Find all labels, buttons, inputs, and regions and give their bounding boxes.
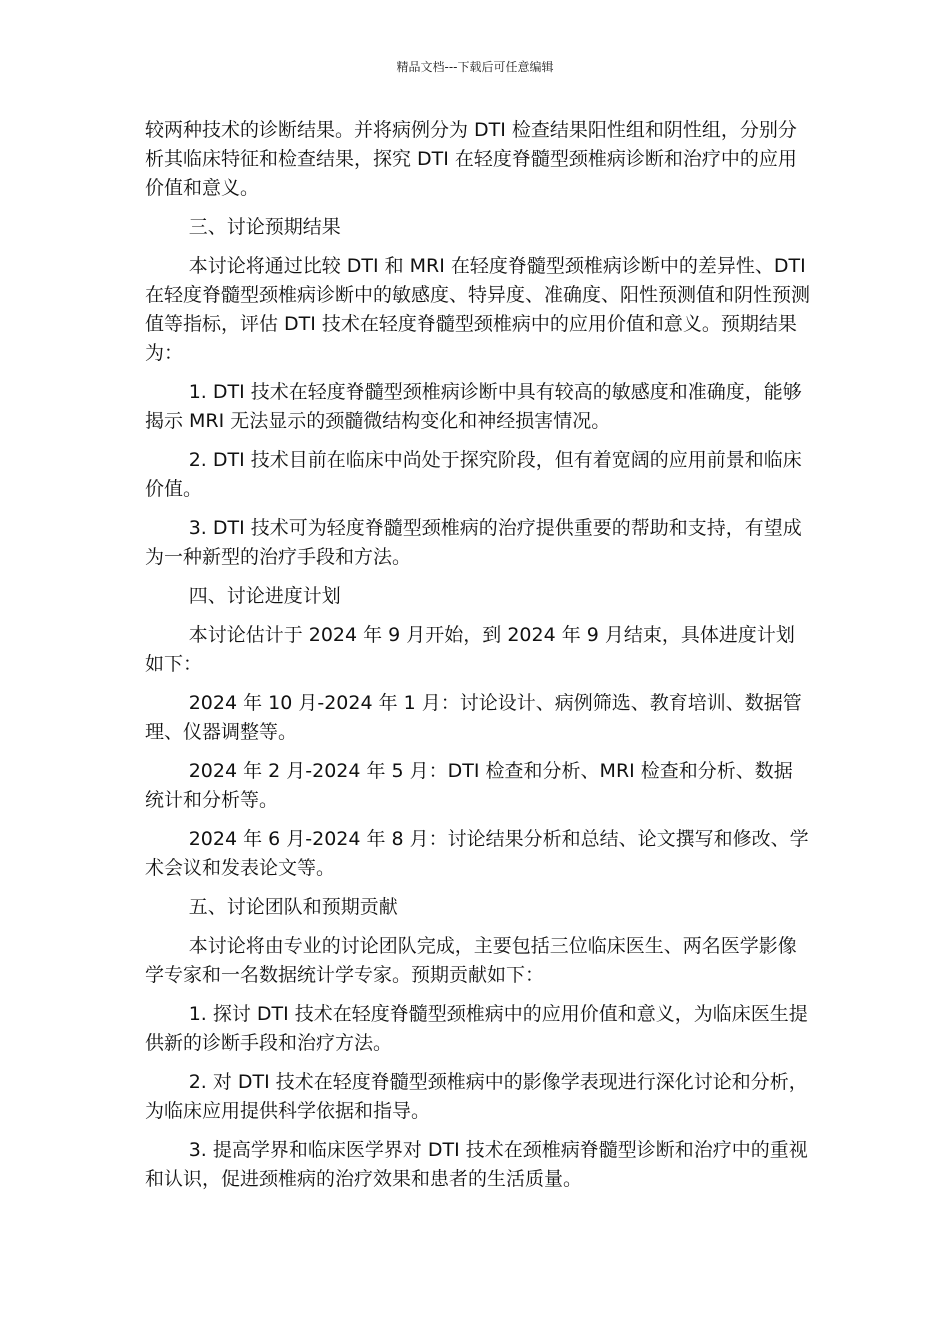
paragraph: 本讨论将由专业的讨论团队完成，主要包括三位临床医生、两名医学影像学专家和一名数据统计学专家。预期贡献如下： — [145, 935, 797, 986]
paragraph: 本讨论将通过比较 DTI 和 MRI 在轻度脊髓型颈椎病诊断中的差异性、DTI 在轻度脊髓型颈椎病诊断中的敏感度、特异度、准确度、阳性预测值和阴性预测值等指标，评估 DTI 技术在轻度脊髓型颈椎病中的应用价值和意义。预期结果为： — [145, 255, 811, 364]
list-item: 1. 探讨 DTI 技术在轻度脊髓型颈椎病中的应用价值和意义，为临床医生提供新的诊断手段和治疗方法。 — [145, 1003, 808, 1054]
paragraph: 本讨论估计于 2024 年 9 月开始，到 2024 年 9 月结束，具体进度计划如下： — [145, 624, 795, 675]
schedule-item: 2024 年 6 月-2024 年 8 月：讨论结果分析和总结、论文撰写和修改、学术会议和发表论文等。 — [145, 828, 809, 879]
schedule-item: 2024 年 2 月-2024 年 5 月：DTI 检查和分析、MRI 检查和分析、数据统计和分析等。 — [145, 760, 793, 811]
list-item: 3. 提高学界和临床医学界对 DTI 技术在颈椎病脊髓型诊断和治疗中的重视和认识，促进颈椎病的治疗效果和患者的生活质量。 — [145, 1139, 808, 1190]
list-item: 3. DTI 技术可为轻度脊髓型颈椎病的治疗提供重要的帮助和支持，有望成为一种新型的治疗手段和方法。 — [145, 517, 802, 568]
schedule-item: 2024 年 10 月-2024 年 1 月：讨论设计、病例筛选、教育培训、数据管理、仪器调整等。 — [145, 692, 802, 743]
document-body — [145, 116, 810, 1204]
section-heading-expected-results: 三、讨论预期结果 — [188, 216, 341, 238]
list-item: 2. 对 DTI 技术在轻度脊髓型颈椎病中的影像学表现进行深化讨论和分析，为临床应用提供科学依据和指导。 — [145, 1071, 808, 1122]
page-header: 精品文档---下载后可任意编辑 — [396, 60, 554, 74]
list-item: 1. DTI 技术在轻度脊髓型颈椎病诊断中具有较高的敏感度和准确度，能够揭示 MRI 无法显示的颈髓微结构变化和神经损害情况。 — [145, 381, 802, 432]
section-heading-schedule: 四、讨论进度计划 — [188, 585, 341, 607]
section-heading-team: 五、讨论团队和预期贡献 — [188, 896, 398, 918]
paragraph-continuation: 较两种技术的诊断结果。并将病例分为 DTI 检查结果阳性组和阴性组，分别分析其临床特征和检查结果，探究 DTI 在轻度脊髓型颈椎病诊断和治疗中的应用价值和意义。 — [145, 119, 797, 199]
list-item: 2. DTI 技术目前在临床中尚处于探究阶段，但有着宽阔的应用前景和临床价值。 — [145, 449, 802, 500]
